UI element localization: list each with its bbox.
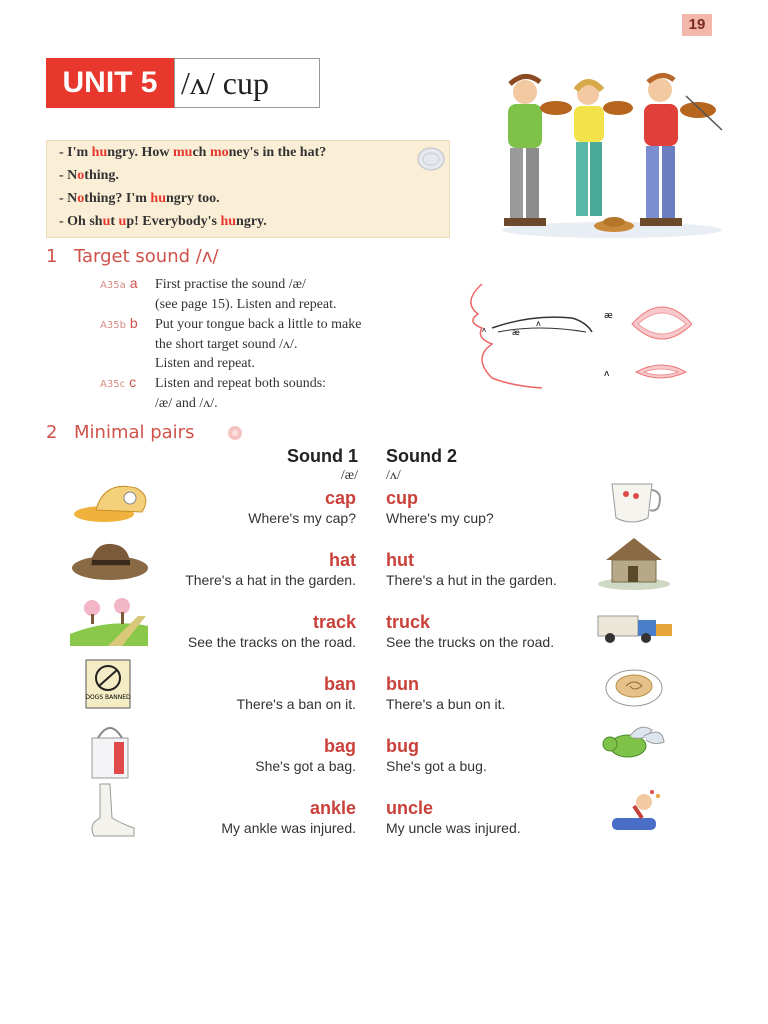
highlighted-letters: hu <box>150 191 166 206</box>
sound1-word: ankle <box>309 798 356 818</box>
item-letter: b <box>129 315 138 331</box>
dialogue-line <box>47 164 449 187</box>
bag-icon <box>84 720 134 780</box>
instruction-line <box>100 314 445 335</box>
instruction-line <box>100 354 445 373</box>
sound2-sentence: She's got a bug. <box>386 758 487 774</box>
audio-track-code[interactable]: A35b <box>100 320 126 331</box>
sound1-word: hat <box>329 550 356 570</box>
sound2-sentence: Where's my cup? <box>386 510 494 526</box>
sound1-word: cap <box>324 488 356 508</box>
diagram-label-uh-2: ʌ <box>482 326 487 334</box>
sound2-sentence: There's a bun on it. <box>386 696 506 712</box>
instruction-text: the short target sound /ʌ/. <box>155 337 298 352</box>
cup-icon <box>606 478 666 528</box>
mouth-tongue-diagram <box>452 278 692 398</box>
unit-sound-title: /ʌ/ cup <box>174 58 320 108</box>
sound1-word: ban <box>323 674 356 694</box>
section-2-heading <box>46 422 194 443</box>
highlighted-letters: hu <box>91 145 108 160</box>
sound1-sentence: See the tracks on the road. <box>187 634 356 650</box>
dialogue-text: - Oh sh <box>59 214 103 229</box>
dialogue-text: thing. <box>84 168 119 183</box>
cap-icon <box>72 480 152 526</box>
instruction-text: Listen and repeat. <box>155 356 255 371</box>
sound2-heading: Sound 2 <box>386 446 457 466</box>
sound1-word: bag <box>323 736 356 756</box>
sound1-sentence: There's a ban on it. <box>236 696 356 712</box>
ear-icon <box>226 424 244 442</box>
hut-icon <box>596 534 672 590</box>
sound2-sentence: My uncle was injured. <box>386 820 521 836</box>
highlighted-letters: u <box>118 214 127 229</box>
sound2-word: bun <box>386 674 419 694</box>
instruction-line <box>100 335 445 354</box>
lips-label-ae: æ <box>604 311 613 321</box>
sound2-symbol: /ʌ/ <box>386 468 401 483</box>
instruction-text: (see page 15). Listen and repeat. <box>155 297 337 312</box>
instruction-text: Put your tongue back a little to make <box>155 317 362 332</box>
uncle-icon <box>604 784 668 836</box>
dialogue-line <box>47 141 449 164</box>
section-1-number: 1 <box>46 246 58 267</box>
dialogue-text: thing? I'm <box>84 191 151 206</box>
dialogue-text: ngry too. <box>165 191 220 206</box>
sound2-word: cup <box>386 488 419 508</box>
sound2-word: truck <box>386 612 431 632</box>
diagram-label-uh: ʌ <box>536 319 541 328</box>
audio-track-code[interactable]: A35a <box>100 280 126 291</box>
dialogue-box <box>46 140 450 238</box>
dialogue-line <box>47 210 449 233</box>
sound1-sentence: Where's my cap? <box>248 510 356 526</box>
dialogue-line <box>47 187 449 210</box>
section-2-title: Minimal pairs <box>74 422 195 443</box>
dialogue-text: ch <box>192 145 210 160</box>
sound2-word: uncle <box>386 798 434 818</box>
dialogue-text: t <box>110 214 119 229</box>
ankle-icon <box>76 780 138 840</box>
instruction-text: Listen and repeat both sounds: <box>155 376 327 391</box>
instruction-line <box>100 373 445 394</box>
sound1-heading: Sound 1 <box>287 446 358 466</box>
lips-label-uh: ʌ <box>604 369 610 379</box>
highlighted-letters: o <box>77 191 85 206</box>
sound2-sentence: See the trucks on the road. <box>386 634 555 650</box>
instruction-line <box>100 295 445 314</box>
instruction-text: /æ/ and /ʌ/. <box>155 396 218 411</box>
item-letter: c <box>129 374 137 390</box>
instruction-line <box>100 274 445 295</box>
sound1-symbol: /æ/ <box>340 468 358 483</box>
audio-track-code[interactable]: A35c <box>100 379 126 390</box>
dialogue-lines <box>47 141 449 233</box>
target-sound-instructions <box>100 274 445 413</box>
bug-icon <box>600 722 668 768</box>
dialogue-text: - I'm <box>59 145 92 160</box>
sound2-word: hut <box>386 550 414 570</box>
sound1-sentence: My ankle was injured. <box>221 820 356 836</box>
highlighted-letters: u <box>102 214 111 229</box>
truck-icon <box>596 606 674 646</box>
highlighted-letters: mo <box>209 145 229 160</box>
sound1-sentence: There's a hat in the garden. <box>185 572 356 588</box>
track-icon <box>68 596 150 648</box>
diagram-label-ae: æ <box>512 328 520 337</box>
highlighted-letters: mu <box>172 145 193 160</box>
unit-badge: UNIT 5 <box>46 58 174 108</box>
sound1-sentence: She's got a bag. <box>255 758 356 774</box>
coin-icon <box>416 146 446 172</box>
sound2-sentence: There's a hut in the garden. <box>386 572 557 588</box>
hat-icon <box>70 540 152 586</box>
sound2-word: bug <box>386 736 419 756</box>
item-letter: a <box>129 275 138 291</box>
page-number: 19 <box>682 14 712 36</box>
section-1-heading <box>46 246 219 267</box>
instruction-line <box>100 394 445 413</box>
dialogue-text: - N <box>59 168 78 183</box>
dialogue-text: p! Everybody's <box>126 214 221 229</box>
sound1-word: track <box>312 612 356 632</box>
section-2-number: 2 <box>46 422 58 443</box>
sign-text: DOGS BANNED <box>85 694 131 701</box>
dialogue-text: ngry. <box>236 214 267 229</box>
highlighted-letters: hu <box>220 214 237 229</box>
highlighted-letters: o <box>77 168 85 183</box>
instruction-text: First practise the sound /æ/ <box>155 277 306 292</box>
bun-icon <box>604 664 666 710</box>
dialogue-text: ngry. How <box>107 145 173 160</box>
musicians-illustration <box>490 70 735 240</box>
dialogue-text: ney's in the hat? <box>228 145 327 160</box>
section-1-title: Target sound /ʌ/ <box>74 246 219 267</box>
dialogue-text: - N <box>59 191 78 206</box>
dogs-banned-sign-icon <box>82 658 134 710</box>
